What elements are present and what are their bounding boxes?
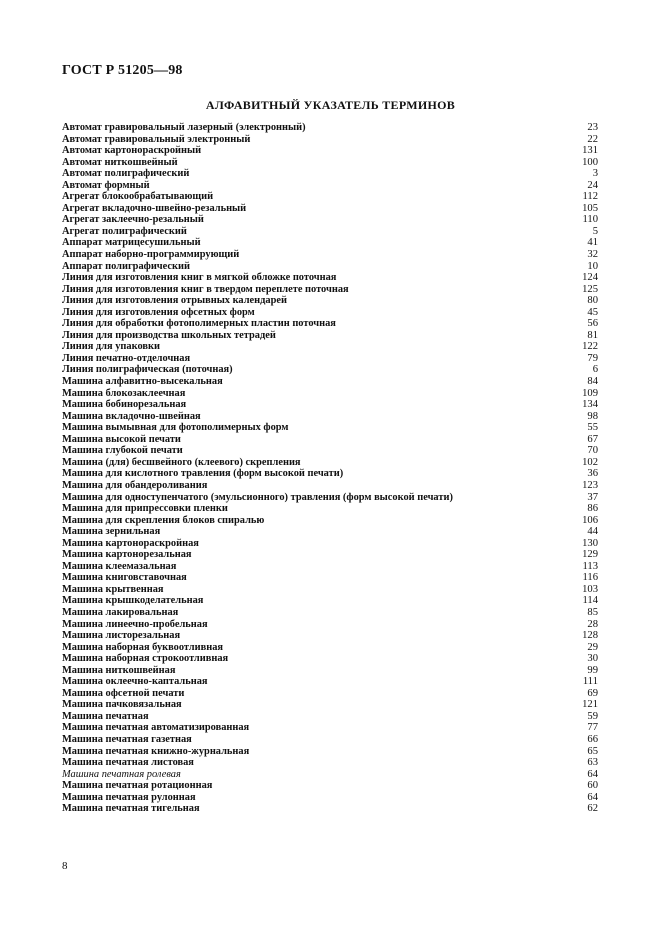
index-term: Аппарат матрицесушильный — [62, 237, 201, 249]
index-page-number: 67 — [587, 433, 598, 445]
index-term: Машина наборная строкоотливная — [62, 653, 229, 665]
index-page-number: 80 — [587, 295, 598, 307]
index-entry — [62, 214, 598, 226]
index-term: Машина вымывная для фотополимерных форм — [62, 422, 289, 434]
index-entry — [62, 353, 598, 365]
index-entry — [62, 619, 598, 631]
index-entry — [62, 157, 598, 169]
index-term: Агрегат блокообрабатывающий — [62, 191, 214, 203]
index-page-number: 109 — [582, 387, 598, 399]
index-page-number: 10 — [587, 260, 598, 272]
index-page-number: 122 — [582, 341, 598, 353]
index-page-number: 106 — [582, 514, 598, 526]
index-page-number: 59 — [587, 710, 598, 722]
index-page-number: 112 — [582, 191, 598, 203]
index-term: Машина печатная ролевая — [62, 768, 181, 780]
index-entry — [62, 549, 598, 561]
index-term: Линия для изготовления отрывных календарей — [62, 295, 287, 307]
index-entry — [62, 468, 598, 480]
index-term: Машина алфавитно-высекальная — [62, 376, 223, 388]
index-page-number: 131 — [582, 145, 598, 157]
index-term: Машина (для) бесшвейного (клеевого) скрепления — [62, 456, 301, 468]
index-entry — [62, 642, 598, 654]
index-entry — [62, 526, 598, 538]
index-page-number: 124 — [582, 272, 598, 284]
index-page-number: 79 — [587, 352, 598, 364]
index-entry — [62, 711, 598, 723]
index-term: Линия для производства школьных тетрадей — [62, 329, 276, 341]
index-term: Машина для припрессовки пленки — [62, 503, 228, 515]
index-entry — [62, 399, 598, 411]
index-entry — [62, 688, 598, 700]
index-term: Линия полиграфическая (поточная) — [62, 364, 233, 376]
index-page-number: 129 — [582, 549, 598, 561]
index-page-number: 56 — [587, 318, 598, 330]
index-page-number: 64 — [587, 768, 598, 780]
index-term: Линия для обработки фотополимерных пластин поточная — [62, 318, 336, 330]
index-term: Машина бобинорезальная — [62, 399, 187, 411]
index-entry — [62, 191, 598, 203]
index-term: Машина офсетной печати — [62, 687, 185, 699]
index-page-number: 41 — [587, 237, 598, 249]
index-page-number: 3 — [592, 168, 598, 180]
index-term: Машина высокой печати — [62, 433, 181, 445]
index-page-number: 100 — [582, 156, 598, 168]
page-number: 8 — [62, 860, 68, 872]
index-page-number: 23 — [587, 122, 598, 133]
index-term: Машина печатная листовая — [62, 757, 194, 769]
index-entry — [62, 318, 598, 330]
index-term: Машина крышкоделательная — [62, 595, 204, 607]
index-entry — [62, 780, 598, 792]
index-term: Машина для кислотного травления (форм высокой печати) — [62, 468, 344, 480]
index-page-number: 37 — [587, 491, 598, 503]
index-page-number: 116 — [582, 572, 598, 584]
index-entry — [62, 746, 598, 758]
index-term: Машина печатная книжно-журнальная — [62, 745, 250, 757]
index-page-number: 103 — [582, 583, 598, 595]
index-page-number: 6 — [592, 364, 598, 376]
index-term: Агрегат вкладочно-швейно-резальный — [62, 202, 247, 214]
index-term: Машина печатная ротационная — [62, 780, 213, 792]
index-page-number: 77 — [587, 722, 598, 734]
index-page-number: 55 — [587, 422, 598, 434]
index-term: Машина крытвенная — [62, 583, 164, 595]
index-page-number: 110 — [582, 214, 598, 226]
index-term: Машина для обандероливания — [62, 479, 208, 491]
index-entry — [62, 364, 598, 376]
index-entry — [62, 515, 598, 527]
index-entry — [62, 295, 598, 307]
index-page-number: 60 — [587, 780, 598, 792]
index-term: Агрегат полиграфический — [62, 225, 187, 237]
index-page-number: 29 — [587, 641, 598, 653]
index-page-number: 114 — [582, 595, 598, 607]
index-entry — [62, 584, 598, 596]
index-entry — [62, 434, 598, 446]
index-page-number: 63 — [587, 757, 598, 769]
index-entry — [62, 607, 598, 619]
index-page-number: 113 — [582, 560, 598, 572]
index-entry — [62, 445, 598, 457]
index-term: Машина пачковязальная — [62, 699, 182, 711]
index-entry — [62, 457, 598, 469]
index-entry — [62, 538, 598, 550]
index-term: Машина печатная — [62, 710, 149, 722]
index-entry — [62, 492, 598, 504]
index-page-number: 125 — [582, 283, 598, 295]
index-entry — [62, 226, 598, 238]
index-entry — [62, 653, 598, 665]
index-page-number: 28 — [587, 618, 598, 630]
index-entry — [62, 803, 598, 815]
index-term: Машина печатная газетная — [62, 733, 192, 745]
index-page-number: 98 — [587, 410, 598, 422]
index-entry — [62, 284, 598, 296]
index-term: Линия для изготовления книг в твердом переплете поточная — [62, 283, 349, 295]
index-page-number: 111 — [582, 676, 598, 688]
index-entry — [62, 168, 598, 180]
index-page-number: 32 — [587, 249, 598, 261]
document-code: ГОСТ Р 51205—98 — [62, 63, 183, 78]
index-term: Линия для упаковки — [62, 341, 160, 353]
index-page-number: 64 — [587, 791, 598, 803]
index-entry — [62, 757, 598, 769]
index-entry — [62, 676, 598, 688]
index-page-number: 134 — [582, 399, 598, 411]
index-page-number: 128 — [582, 630, 598, 642]
index-page-number: 121 — [582, 699, 598, 711]
index-entry — [62, 503, 598, 515]
index-entry — [62, 572, 598, 584]
index-term: Машина линеечно-пробельная — [62, 618, 208, 630]
index-entry — [62, 722, 598, 734]
index-page-number: 45 — [587, 306, 598, 318]
index-page-number: 81 — [587, 329, 598, 341]
index-term: Машина зернильная — [62, 526, 161, 538]
index-entry — [62, 411, 598, 423]
index-entry — [62, 561, 598, 573]
index-term: Машина печатная рулонная — [62, 791, 196, 803]
index-page-number: 22 — [587, 133, 598, 145]
index-page-number: 5 — [592, 225, 598, 237]
index-entry — [62, 249, 598, 261]
index-entry — [62, 237, 598, 249]
index-entry — [62, 122, 598, 134]
index-term: Автомат гравировальный электронный — [62, 133, 251, 145]
index-term: Машина блокозаклеечная — [62, 387, 186, 399]
index-page-number: 102 — [582, 456, 598, 468]
index-page-number: 70 — [587, 445, 598, 457]
index-page-number: 36 — [587, 468, 598, 480]
index-entry — [62, 376, 598, 388]
index-page-number: 62 — [587, 803, 598, 815]
index-page-number: 65 — [587, 745, 598, 757]
index-page-number: 130 — [582, 537, 598, 549]
index-entry — [62, 307, 598, 319]
index-entry — [62, 145, 598, 157]
index-term: Линия для изготовления офсетных форм — [62, 306, 255, 318]
index-entry — [62, 630, 598, 642]
index-term: Машина печатная тигельная — [62, 803, 200, 815]
index-entry — [62, 769, 598, 781]
index-term: Машина лакировальная — [62, 606, 179, 618]
index-entry — [62, 330, 598, 342]
index-term: Машина вкладочно-швейная — [62, 410, 201, 422]
index-page-number: 24 — [587, 179, 598, 191]
index-entry — [62, 388, 598, 400]
index-page-number: 123 — [582, 479, 598, 491]
index-term: Машина глубокой печати — [62, 445, 183, 457]
index-term: Аппарат наборно-программирующий — [62, 249, 240, 261]
index-term: Машина наборная буквоотливная — [62, 641, 224, 653]
index-term: Линия для изготовления книг в мягкой обложке поточная — [62, 272, 337, 284]
index-term: Машина для скрепления блоков спиралью — [62, 514, 265, 526]
index-entry — [62, 422, 598, 434]
index-term: Агрегат заклеечно-резальный — [62, 214, 204, 226]
index-entry — [62, 734, 598, 746]
index-entry — [62, 665, 598, 677]
index-entry — [62, 341, 598, 353]
index-page-number: 84 — [587, 376, 598, 388]
index-term: Автомат гравировальный лазерный (электронный) — [62, 122, 306, 133]
index-term: Машина картонораскройная — [62, 537, 199, 549]
index-page-number: 69 — [587, 687, 598, 699]
index-entry — [62, 699, 598, 711]
index-entry — [62, 480, 598, 492]
index-term: Машина клеемазальная — [62, 560, 177, 572]
index-entry — [62, 272, 598, 284]
index-term: Линия печатно-отделочная — [62, 352, 191, 364]
index-page-number: 85 — [587, 606, 598, 618]
index-page-number: 99 — [587, 664, 598, 676]
index-entry — [62, 261, 598, 273]
index-entry — [62, 203, 598, 215]
index-entry — [62, 180, 598, 192]
index-page-number: 86 — [587, 503, 598, 515]
index-page-number: 66 — [587, 733, 598, 745]
index-term: Автомат ниткошвейный — [62, 156, 178, 168]
page-title: АЛФАВИТНЫЙ УКАЗАТЕЛЬ ТЕРМИНОВ — [205, 98, 456, 112]
index-page-number: 44 — [587, 526, 598, 538]
term-index — [62, 122, 598, 815]
index-page-number: 30 — [587, 653, 598, 665]
index-term: Машина ниткошвейная — [62, 664, 176, 676]
index-entry — [62, 595, 598, 607]
index-term: Машина книговставочная — [62, 572, 187, 584]
index-term: Автомат полиграфический — [62, 168, 190, 180]
index-entry — [62, 134, 598, 146]
index-term: Аппарат полиграфический — [62, 260, 190, 272]
index-page-number: 105 — [582, 202, 598, 214]
index-term: Автомат формный — [62, 179, 150, 191]
index-term: Машина для одноступенчатого (эмульсионного) травления (форм высокой печати) — [62, 491, 453, 503]
index-term: Машина оклеечно-каптальная — [62, 676, 208, 688]
index-term: Автомат картонораскройный — [62, 145, 202, 157]
index-term: Машина листорезальная — [62, 630, 181, 642]
index-term: Машина картонорезальная — [62, 549, 192, 561]
index-term: Машина печатная автоматизированная — [62, 722, 250, 734]
index-entry — [62, 792, 598, 804]
